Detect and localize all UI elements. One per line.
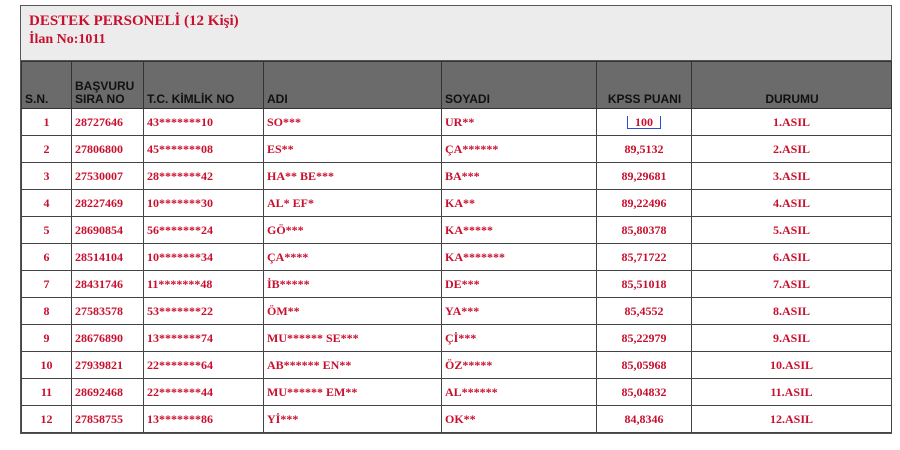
cell-tc: 28*******42 <box>144 163 264 190</box>
cell-soyadi: KA** <box>442 190 597 217</box>
cell-kpss: 85,80378 <box>597 217 692 244</box>
cell-basvuru: 27939821 <box>72 352 144 379</box>
table-row <box>22 325 892 352</box>
col-header-adi: ADI <box>264 62 442 109</box>
cell-sn: 6 <box>22 244 72 271</box>
cell-durumu: 9.ASIL <box>692 325 892 352</box>
cell-adi: HA** BE*** <box>264 163 442 190</box>
page-title: DESTEK PERSONELİ (12 Kişi) <box>29 13 239 29</box>
col-header-durumu: DURUMU <box>692 62 892 109</box>
cell-tc: 53*******22 <box>144 298 264 325</box>
cell-soyadi: DE*** <box>442 271 597 298</box>
cell-kpss <box>597 109 692 136</box>
table-row <box>22 271 892 298</box>
cell-sn: 2 <box>22 136 72 163</box>
cell-basvuru: 28514104 <box>72 244 144 271</box>
cell-sn: 4 <box>22 190 72 217</box>
table-body <box>22 109 892 433</box>
cell-durumu: 12.ASIL <box>692 406 892 433</box>
cell-durumu: 1.ASIL <box>692 109 892 136</box>
table-row <box>22 163 892 190</box>
cell-kpss: 89,22496 <box>597 190 692 217</box>
cell-soyadi: KA******* <box>442 244 597 271</box>
cell-adi: Yİ*** <box>264 406 442 433</box>
cell-basvuru: 28690854 <box>72 217 144 244</box>
cell-adi: AB****** EN** <box>264 352 442 379</box>
cell-basvuru: 27530007 <box>72 163 144 190</box>
table-row <box>22 190 892 217</box>
cell-basvuru: 28692468 <box>72 379 144 406</box>
cell-durumu: 7.ASIL <box>692 271 892 298</box>
table-row <box>22 217 892 244</box>
cell-sn: 8 <box>22 298 72 325</box>
table-row <box>22 352 892 379</box>
cell-tc: 22*******44 <box>144 379 264 406</box>
table-row <box>22 136 892 163</box>
cell-durumu: 11.ASIL <box>692 379 892 406</box>
cell-basvuru: 28727646 <box>72 109 144 136</box>
col-header-soyadi: SOYADI <box>442 62 597 109</box>
cell-durumu: 8.ASIL <box>692 298 892 325</box>
cell-soyadi: Çİ*** <box>442 325 597 352</box>
cell-basvuru: 27806800 <box>72 136 144 163</box>
cell-kpss: 85,51018 <box>597 271 692 298</box>
cell-durumu: 6.ASIL <box>692 244 892 271</box>
cell-kpss: 85,71722 <box>597 244 692 271</box>
table-row <box>22 406 892 433</box>
cell-adi: MU****** EM** <box>264 379 442 406</box>
col-header-kpss: KPSS PUANI <box>597 62 692 109</box>
cell-basvuru: 27858755 <box>72 406 144 433</box>
cell-soyadi: ÖZ***** <box>442 352 597 379</box>
cell-soyadi: OK** <box>442 406 597 433</box>
cell-tc: 11*******48 <box>144 271 264 298</box>
results-table <box>21 61 892 433</box>
cell-basvuru: 28227469 <box>72 190 144 217</box>
cell-durumu: 4.ASIL <box>692 190 892 217</box>
cell-kpss: 85,22979 <box>597 325 692 352</box>
title-block <box>21 6 891 61</box>
cell-soyadi: KA***** <box>442 217 597 244</box>
cell-adi: MU****** SE*** <box>264 325 442 352</box>
cell-adi: SO*** <box>264 109 442 136</box>
highlighted-score: 100 <box>627 116 661 129</box>
cell-kpss: 89,5132 <box>597 136 692 163</box>
cell-kpss: 85,4552 <box>597 298 692 325</box>
table-row <box>22 244 892 271</box>
cell-basvuru: 28431746 <box>72 271 144 298</box>
cell-basvuru: 27583578 <box>72 298 144 325</box>
cell-durumu: 3.ASIL <box>692 163 892 190</box>
cell-tc: 56*******24 <box>144 217 264 244</box>
cell-soyadi: YA*** <box>442 298 597 325</box>
cell-tc: 43*******10 <box>144 109 264 136</box>
table-row <box>22 298 892 325</box>
cell-sn: 7 <box>22 271 72 298</box>
table-row <box>22 379 892 406</box>
cell-kpss: 85,05968 <box>597 352 692 379</box>
announcement-number: İlan No:1011 <box>29 32 106 47</box>
col-header-basvuru: BAŞVURU SIRA NO <box>72 62 144 109</box>
cell-tc: 45*******08 <box>144 136 264 163</box>
cell-durumu: 2.ASIL <box>692 136 892 163</box>
header-row <box>22 62 892 109</box>
cell-adi: GÖ*** <box>264 217 442 244</box>
cell-tc: 13*******86 <box>144 406 264 433</box>
cell-kpss: 84,8346 <box>597 406 692 433</box>
cell-sn: 1 <box>22 109 72 136</box>
cell-basvuru: 28676890 <box>72 325 144 352</box>
cell-kpss: 89,29681 <box>597 163 692 190</box>
cell-tc: 10*******30 <box>144 190 264 217</box>
cell-sn: 3 <box>22 163 72 190</box>
cell-durumu: 10.ASIL <box>692 352 892 379</box>
cell-tc: 10*******34 <box>144 244 264 271</box>
cell-adi: İB***** <box>264 271 442 298</box>
cell-soyadi: BA*** <box>442 163 597 190</box>
cell-kpss: 85,04832 <box>597 379 692 406</box>
cell-sn: 12 <box>22 406 72 433</box>
cell-soyadi: UR** <box>442 109 597 136</box>
cell-adi: ÇA**** <box>264 244 442 271</box>
cell-adi: ÖM** <box>264 298 442 325</box>
col-header-tc: T.C. KİMLİK NO <box>144 62 264 109</box>
cell-sn: 10 <box>22 352 72 379</box>
cell-tc: 22*******64 <box>144 352 264 379</box>
cell-sn: 11 <box>22 379 72 406</box>
table-row <box>22 109 892 136</box>
cell-sn: 5 <box>22 217 72 244</box>
cell-sn: 9 <box>22 325 72 352</box>
cell-durumu: 5.ASIL <box>692 217 892 244</box>
cell-adi: AL* EF* <box>264 190 442 217</box>
cell-adi: ES** <box>264 136 442 163</box>
cell-soyadi: ÇA****** <box>442 136 597 163</box>
cell-soyadi: AL****** <box>442 379 597 406</box>
results-sheet <box>20 5 892 434</box>
cell-tc: 13*******74 <box>144 325 264 352</box>
col-header-sn: S.N. <box>22 62 72 109</box>
